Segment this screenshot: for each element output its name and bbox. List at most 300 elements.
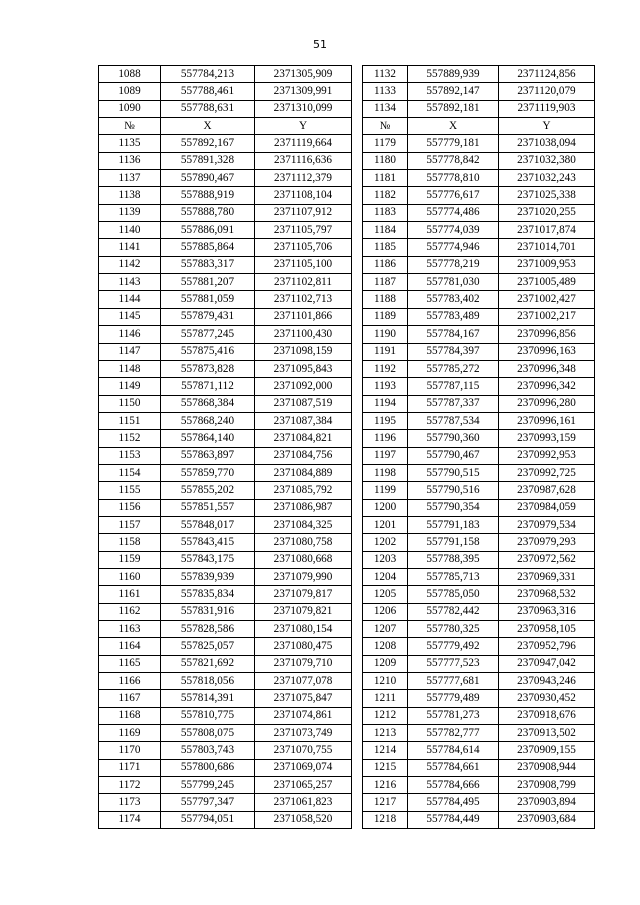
point-number-cell: 1161 [99,586,161,603]
x-coordinate-cell: 557864,140 [161,430,255,447]
table-row [363,83,595,100]
point-number-cell: 1158 [99,534,161,551]
y-coordinate-cell: 2371084,756 [255,447,352,464]
x-coordinate-cell: 557784,661 [408,759,499,776]
table-row [99,430,352,447]
x-coordinate-cell: 557790,467 [408,447,499,464]
y-coordinate-cell: 2370908,944 [499,759,595,776]
coordinates-table-right [362,65,595,829]
y-coordinate-cell: 2371305,909 [255,66,352,83]
table-row [363,655,595,672]
x-coordinate-cell: 557873,828 [161,360,255,377]
x-coordinate-cell: 557800,686 [161,759,255,776]
y-coordinate-cell: 2371098,159 [255,343,352,360]
y-coordinate-cell: 2371061,823 [255,794,352,811]
x-coordinate-cell: 557835,834 [161,586,255,603]
x-coordinate-cell: 557774,039 [408,222,499,239]
x-coordinate-cell: 557821,692 [161,655,255,672]
point-number-cell: 1136 [99,152,161,169]
y-coordinate-cell: 2370987,628 [499,482,595,499]
x-coordinate-cell: 557883,317 [161,256,255,273]
x-coordinate-cell: 557777,523 [408,655,499,672]
x-coordinate-cell: 557778,219 [408,256,499,273]
y-coordinate-cell: 2370972,562 [499,551,595,568]
point-number-cell: 1138 [99,187,161,204]
table-row [99,204,352,221]
table-row [363,170,595,187]
y-coordinate-cell: 2371084,821 [255,430,352,447]
y-coordinate-cell: 2371079,990 [255,568,352,585]
y-coordinate-cell: 2371095,843 [255,360,352,377]
point-number-cell: 1139 [99,204,161,221]
table-row [363,759,595,776]
point-number-cell: 1187 [363,274,408,291]
y-coordinate-cell: 2371017,874 [499,222,595,239]
y-coordinate-cell: 2371310,099 [255,100,352,117]
table-row [99,742,352,759]
table-row [363,742,595,759]
y-coordinate-cell: 2371092,000 [255,378,352,395]
y-coordinate-cell: 2371032,380 [499,152,595,169]
point-number-cell: 1089 [99,83,161,100]
table-row [363,430,595,447]
point-number-cell: 1160 [99,568,161,585]
x-coordinate-cell: 557780,325 [408,621,499,638]
table-row [99,256,352,273]
y-coordinate-cell: 2370958,105 [499,621,595,638]
point-number-cell: 1088 [99,66,161,83]
x-coordinate-cell: 557881,059 [161,291,255,308]
x-coordinate-cell: 557808,075 [161,725,255,742]
coordinates-table-left [98,65,352,829]
x-coordinate-cell: 557787,534 [408,412,499,429]
x-coordinate-cell: 557843,415 [161,534,255,551]
table-row [363,586,595,603]
table-row [363,621,595,638]
point-number-cell: 1173 [99,794,161,811]
point-number-cell: 1162 [99,603,161,620]
y-coordinate-cell: 2371074,861 [255,707,352,724]
x-coordinate-cell: 557774,486 [408,204,499,221]
y-coordinate-cell: 2371116,636 [255,152,352,169]
y-coordinate-cell: 2370996,348 [499,360,595,377]
point-number-cell: 1140 [99,222,161,239]
point-number-cell: 1152 [99,430,161,447]
x-coordinate-cell: 557889,939 [408,66,499,83]
y-coordinate-cell: 2371080,668 [255,551,352,568]
table-row [99,326,352,343]
y-coordinate-cell: 2370996,163 [499,343,595,360]
x-coordinate-cell: 557859,770 [161,464,255,481]
y-coordinate-cell: 2371108,104 [255,187,352,204]
x-coordinate-cell: 557868,240 [161,412,255,429]
point-number-cell: 1206 [363,603,408,620]
table-row [99,811,352,828]
point-number-cell: 1169 [99,725,161,742]
table-row [99,447,352,464]
y-coordinate-cell: 2371079,821 [255,603,352,620]
x-coordinate-cell: 557783,489 [408,308,499,325]
y-coordinate-cell: 2370996,342 [499,378,595,395]
point-number-cell: 1207 [363,621,408,638]
table-row [363,135,595,152]
x-coordinate-cell: 557790,516 [408,482,499,499]
point-number-cell: 1148 [99,360,161,377]
y-coordinate-cell: 2370930,452 [499,690,595,707]
x-coordinate-cell: 557790,354 [408,499,499,516]
table-row [99,343,352,360]
point-number-cell: 1199 [363,482,408,499]
table-row [363,378,595,395]
table-row [99,291,352,308]
point-number-cell: 1157 [99,516,161,533]
column-header: № [99,118,161,135]
point-number-cell: 1184 [363,222,408,239]
y-coordinate-cell: 2370992,725 [499,464,595,481]
y-coordinate-cell: 2371073,749 [255,725,352,742]
table-row [99,239,352,256]
table-row [363,482,595,499]
y-coordinate-cell: 2371002,217 [499,308,595,325]
y-coordinate-cell: 2370963,316 [499,603,595,620]
table-row [99,66,352,83]
x-coordinate-cell: 557892,181 [408,100,499,117]
x-coordinate-cell: 557779,181 [408,135,499,152]
point-number-cell: 1214 [363,742,408,759]
table-row [99,603,352,620]
y-coordinate-cell: 2371102,713 [255,291,352,308]
point-number-cell: 1203 [363,551,408,568]
table-row [99,135,352,152]
y-coordinate-cell: 2371069,074 [255,759,352,776]
table-row [363,343,595,360]
table-row [99,170,352,187]
y-coordinate-cell: 2371075,847 [255,690,352,707]
point-number-cell: 1202 [363,534,408,551]
x-coordinate-cell: 557839,939 [161,568,255,585]
x-coordinate-cell: 557885,864 [161,239,255,256]
table-header-row [363,118,595,135]
x-coordinate-cell: 557848,017 [161,516,255,533]
x-coordinate-cell: 557877,245 [161,326,255,343]
table-row [99,690,352,707]
point-number-cell: 1147 [99,343,161,360]
x-coordinate-cell: 557788,395 [408,551,499,568]
table-row [363,204,595,221]
x-coordinate-cell: 557779,492 [408,638,499,655]
x-coordinate-cell: 557794,051 [161,811,255,828]
y-coordinate-cell: 2371005,489 [499,274,595,291]
point-number-cell: 1164 [99,638,161,655]
x-coordinate-cell: 557818,056 [161,673,255,690]
y-coordinate-cell: 2371120,079 [499,83,595,100]
x-coordinate-cell: 557803,743 [161,742,255,759]
y-coordinate-cell: 2370909,155 [499,742,595,759]
y-coordinate-cell: 2370996,280 [499,395,595,412]
table-row [99,638,352,655]
table-row [99,412,352,429]
x-coordinate-cell: 557784,666 [408,777,499,794]
point-number-cell: 1209 [363,655,408,672]
point-number-cell: 1196 [363,430,408,447]
x-coordinate-cell: 557787,337 [408,395,499,412]
x-coordinate-cell: 557797,347 [161,794,255,811]
point-number-cell: 1193 [363,378,408,395]
x-coordinate-cell: 557875,416 [161,343,255,360]
x-coordinate-cell: 557788,631 [161,100,255,117]
table-row [99,725,352,742]
x-coordinate-cell: 557787,115 [408,378,499,395]
table-row [363,516,595,533]
table-row [363,395,595,412]
point-number-cell: 1179 [363,135,408,152]
point-number-cell: 1143 [99,274,161,291]
column-header: X [161,118,255,135]
table-row [363,551,595,568]
y-coordinate-cell: 2371079,710 [255,655,352,672]
table-row [99,378,352,395]
table-row [99,759,352,776]
y-coordinate-cell: 2371020,255 [499,204,595,221]
table-row [363,447,595,464]
point-number-cell: 1174 [99,811,161,828]
y-coordinate-cell: 2370918,676 [499,707,595,724]
y-coordinate-cell: 2371080,154 [255,621,352,638]
x-coordinate-cell: 557784,449 [408,811,499,828]
point-number-cell: 1146 [99,326,161,343]
y-coordinate-cell: 2371025,338 [499,187,595,204]
x-coordinate-cell: 557790,360 [408,430,499,447]
x-coordinate-cell: 557892,147 [408,83,499,100]
table-row [99,777,352,794]
x-coordinate-cell: 557790,515 [408,464,499,481]
point-number-cell: 1145 [99,308,161,325]
x-coordinate-cell: 557879,431 [161,308,255,325]
y-coordinate-cell: 2370996,161 [499,412,595,429]
x-coordinate-cell: 557868,384 [161,395,255,412]
x-coordinate-cell: 557781,273 [408,707,499,724]
table-row [99,464,352,481]
x-coordinate-cell: 557871,112 [161,378,255,395]
y-coordinate-cell: 2371101,866 [255,308,352,325]
x-coordinate-cell: 557890,467 [161,170,255,187]
x-coordinate-cell: 557810,775 [161,707,255,724]
x-coordinate-cell: 557851,557 [161,499,255,516]
x-coordinate-cell: 557784,614 [408,742,499,759]
y-coordinate-cell: 2371087,519 [255,395,352,412]
point-number-cell: 1218 [363,811,408,828]
table-row [99,187,352,204]
table-row [363,707,595,724]
point-number-cell: 1135 [99,135,161,152]
table-row [99,516,352,533]
x-coordinate-cell: 557785,272 [408,360,499,377]
table-row [363,534,595,551]
point-number-cell: 1201 [363,516,408,533]
table-row [363,464,595,481]
table-row [363,291,595,308]
point-number-cell: 1170 [99,742,161,759]
y-coordinate-cell: 2371124,856 [499,66,595,83]
table-row [363,187,595,204]
y-coordinate-cell: 2371002,427 [499,291,595,308]
point-number-cell: 1144 [99,291,161,308]
table-row [363,100,595,117]
table-row [363,308,595,325]
point-number-cell: 1154 [99,464,161,481]
point-number-cell: 1171 [99,759,161,776]
x-coordinate-cell: 557886,091 [161,222,255,239]
x-coordinate-cell: 557831,916 [161,603,255,620]
table-row [363,66,595,83]
point-number-cell: 1159 [99,551,161,568]
x-coordinate-cell: 557778,842 [408,152,499,169]
x-coordinate-cell: 557881,207 [161,274,255,291]
y-coordinate-cell: 2371086,987 [255,499,352,516]
x-coordinate-cell: 557863,897 [161,447,255,464]
point-number-cell: 1151 [99,412,161,429]
table-row [363,256,595,273]
y-coordinate-cell: 2371087,384 [255,412,352,429]
y-coordinate-cell: 2370992,953 [499,447,595,464]
y-coordinate-cell: 2371119,903 [499,100,595,117]
y-coordinate-cell: 2371084,889 [255,464,352,481]
x-coordinate-cell: 557776,617 [408,187,499,204]
y-coordinate-cell: 2371084,325 [255,516,352,533]
point-number-cell: 1197 [363,447,408,464]
table-row [363,239,595,256]
y-coordinate-cell: 2371105,706 [255,239,352,256]
point-number-cell: 1189 [363,308,408,325]
table-row [99,586,352,603]
table-row [99,551,352,568]
point-number-cell: 1168 [99,707,161,724]
x-coordinate-cell: 557788,461 [161,83,255,100]
table-row [99,673,352,690]
table-row [99,222,352,239]
y-coordinate-cell: 2370993,159 [499,430,595,447]
table-row [99,83,352,100]
point-number-cell: 1155 [99,482,161,499]
point-number-cell: 1210 [363,673,408,690]
point-number-cell: 1156 [99,499,161,516]
table-row [363,360,595,377]
point-number-cell: 1167 [99,690,161,707]
table-row [363,690,595,707]
x-coordinate-cell: 557892,167 [161,135,255,152]
point-number-cell: 1142 [99,256,161,273]
y-coordinate-cell: 2371038,094 [499,135,595,152]
table-row [363,568,595,585]
x-coordinate-cell: 557814,391 [161,690,255,707]
y-coordinate-cell: 2370903,684 [499,811,595,828]
table-row [99,482,352,499]
table-row [363,811,595,828]
y-coordinate-cell: 2371032,243 [499,170,595,187]
y-coordinate-cell: 2370979,534 [499,516,595,533]
point-number-cell: 1215 [363,759,408,776]
point-number-cell: 1217 [363,794,408,811]
column-header: X [408,118,499,135]
point-number-cell: 1137 [99,170,161,187]
y-coordinate-cell: 2370979,293 [499,534,595,551]
table-row [363,777,595,794]
y-coordinate-cell: 2371014,701 [499,239,595,256]
y-coordinate-cell: 2371102,811 [255,274,352,291]
x-coordinate-cell: 557799,245 [161,777,255,794]
y-coordinate-cell: 2370943,246 [499,673,595,690]
y-coordinate-cell: 2371309,991 [255,83,352,100]
x-coordinate-cell: 557779,489 [408,690,499,707]
point-number-cell: 1165 [99,655,161,672]
point-number-cell: 1200 [363,499,408,516]
point-number-cell: 1195 [363,412,408,429]
x-coordinate-cell: 557785,713 [408,568,499,585]
point-number-cell: 1192 [363,360,408,377]
y-coordinate-cell: 2370952,796 [499,638,595,655]
column-header: № [363,118,408,135]
y-coordinate-cell: 2371085,792 [255,482,352,499]
y-coordinate-cell: 2371070,755 [255,742,352,759]
point-number-cell: 1149 [99,378,161,395]
y-coordinate-cell: 2370908,799 [499,777,595,794]
point-number-cell: 1198 [363,464,408,481]
point-number-cell: 1204 [363,568,408,585]
table-row [99,499,352,516]
y-coordinate-cell: 2371119,664 [255,135,352,152]
point-number-cell: 1190 [363,326,408,343]
x-coordinate-cell: 557777,681 [408,673,499,690]
point-number-cell: 1188 [363,291,408,308]
page-number: 51 [313,38,327,51]
x-coordinate-cell: 557778,810 [408,170,499,187]
point-number-cell: 1213 [363,725,408,742]
table-row [363,326,595,343]
table-row [99,794,352,811]
x-coordinate-cell: 557888,780 [161,204,255,221]
y-coordinate-cell: 2371079,817 [255,586,352,603]
table-row [363,638,595,655]
point-number-cell: 1216 [363,777,408,794]
point-number-cell: 1211 [363,690,408,707]
y-coordinate-cell: 2370947,042 [499,655,595,672]
x-coordinate-cell: 557791,158 [408,534,499,551]
y-coordinate-cell: 2371080,758 [255,534,352,551]
table-row [363,274,595,291]
table-header-row [99,118,352,135]
x-coordinate-cell: 557785,050 [408,586,499,603]
column-header: Y [255,118,352,135]
x-coordinate-cell: 557828,586 [161,621,255,638]
table-row [363,412,595,429]
x-coordinate-cell: 557782,442 [408,603,499,620]
y-coordinate-cell: 2371100,430 [255,326,352,343]
x-coordinate-cell: 557784,495 [408,794,499,811]
x-coordinate-cell: 557784,213 [161,66,255,83]
x-coordinate-cell: 557855,202 [161,482,255,499]
x-coordinate-cell: 557774,946 [408,239,499,256]
x-coordinate-cell: 557784,167 [408,326,499,343]
point-number-cell: 1212 [363,707,408,724]
table-row [363,725,595,742]
table-row [363,222,595,239]
point-number-cell: 1150 [99,395,161,412]
point-number-cell: 1133 [363,83,408,100]
table-row [363,152,595,169]
point-number-cell: 1205 [363,586,408,603]
point-number-cell: 1194 [363,395,408,412]
point-number-cell: 1181 [363,170,408,187]
